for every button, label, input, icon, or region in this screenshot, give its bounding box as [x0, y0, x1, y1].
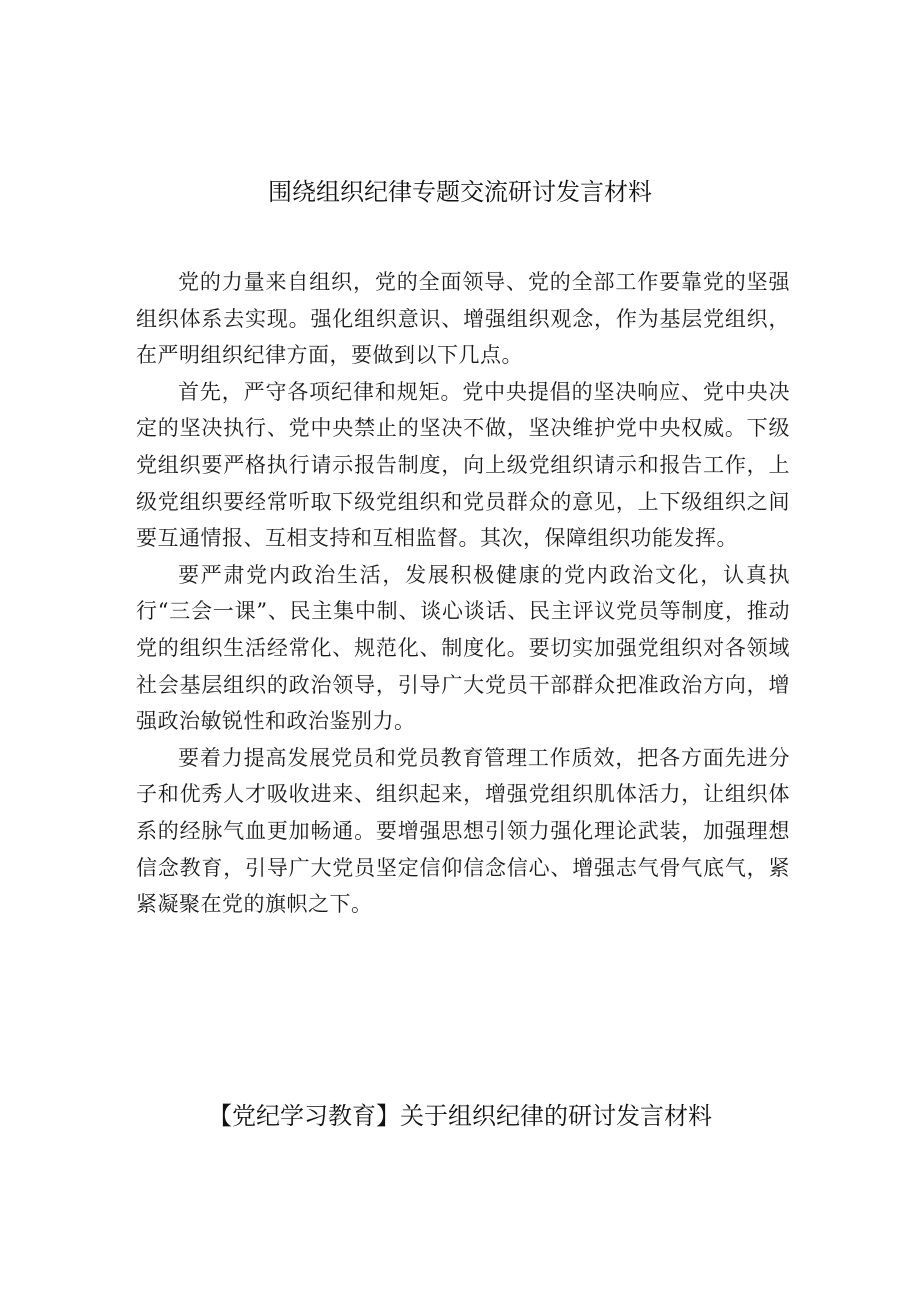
paragraph-political-life: 要严肃党内政治生活，发展积极健康的党内政治文化，认真执行“三会一课”、民主集中制、谈心谈话、民主评议党员等制度，推动党的组织生活经常化、规范化、制度化。要切实加强党组织对各领域社会基层组织的政治领导，引导广大党员干部群众把准政治方向，增强政治敏锐性和政治鉴别力。 [136, 562, 790, 734]
paragraph-intro: 党的力量来自组织，党的全面领导、党的全部工作要靠党的坚强组织体系去实现。强化组织意识、增强组织观念，作为基层党组织，在严明组织纪律方面，要做到以下几点。 [136, 270, 790, 368]
document-title: 围绕组织纪律专题交流研讨发言材料 [268, 178, 652, 206]
paragraph-discipline: 首先，严守各项纪律和规矩。党中央提倡的坚决响应、党中央决定的坚决执行、党中央禁止的坚决不做，坚决维护党中央权威。下级党组织要严格执行请示报告制度，向上级党组织请示和报告工作，上级党组织要经常听取下级党组织和党员群众的意见，上下级组织之间要互通情报、互相支持和互相监督。其次，保障组织功能发挥。 [136, 379, 790, 551]
next-section-title: 【党纪学习教育】关于组织纪律的研讨发言材料 [208, 1102, 712, 1130]
paragraph-member-development: 要着力提高发展党员和党员教育管理工作质效，把各方面先进分子和优秀人才吸收进来、组织起来，增强党组织肌体活力，让组织体系的经脉气血更加畅通。要增强思想引领力强化理论武装，加强理想信念教育，引导广大党员坚定信仰信念信心、增强志气骨气底气，紧紧凝聚在党的旗帜之下。 [136, 745, 790, 917]
document-body [136, 264, 790, 923]
